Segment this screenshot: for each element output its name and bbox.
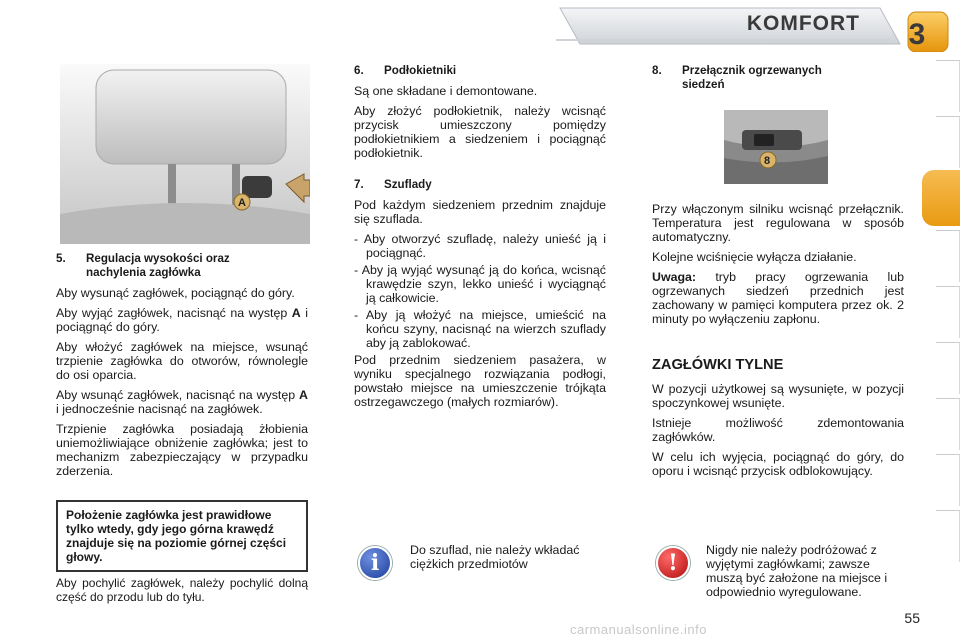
paragraph: Aby wysunąć zagłówek, pociągnąć do góry. bbox=[56, 286, 295, 300]
side-tab[interactable] bbox=[936, 398, 960, 450]
photo-label-8: 8 bbox=[764, 155, 771, 167]
section-title-line: nachylenia zagłówka bbox=[86, 266, 201, 279]
text: Aby wyjąć zagłówek, nacisnąć na występ bbox=[56, 306, 292, 320]
column-heated-seats bbox=[652, 64, 904, 98]
section-number: 7. bbox=[354, 178, 364, 191]
info-icon: i bbox=[358, 546, 392, 580]
paragraph: Pod przednim siedzeniem pasażera, w wyniku specjalnego rozwiązania podłogi, powstało miejsce na umieszczenie trójkąta ostrzegawczego (małych rozmiarów). bbox=[354, 353, 606, 409]
chapter-side-tabs bbox=[926, 60, 960, 620]
paragraph bbox=[56, 388, 308, 416]
section-title-line: Regulacja wysokości oraz bbox=[86, 252, 230, 265]
side-tab[interactable] bbox=[936, 342, 960, 394]
paragraph: Pod każdym siedzeniem przednim znajduje się szuflada. bbox=[354, 198, 606, 226]
text: i pociągnąć do góry. bbox=[56, 306, 308, 334]
section-heading-7 bbox=[354, 178, 606, 192]
page-number: 55 bbox=[904, 610, 920, 626]
page-header bbox=[0, 0, 960, 50]
section-title-line: siedzeń bbox=[682, 78, 725, 91]
column-heated-seats-body bbox=[652, 202, 904, 332]
paragraph: W celu ich wyjęcia, pociągnąć do góry, do oporu i wcisnąć przycisk odblokowujący. bbox=[652, 450, 904, 478]
section-title: Podłokietniki bbox=[384, 64, 457, 77]
section-title-line: Przełącznik ogrzewanych bbox=[682, 64, 822, 77]
side-tab[interactable] bbox=[936, 116, 960, 168]
text: tryb pracy ogrzewania lub ogrzewanych siedzeń przednich jest zachowany w pamięci komputera przez ok. 2 minuty po wyłączeniu zapłonu. bbox=[652, 270, 904, 326]
section-title: Szuflady bbox=[384, 178, 432, 191]
headrest-position-box: Położenie zagłówka jest prawidłowe tylko wtedy, gdy jego górna krawędź znajduje się na poziomie górnej części głowy. bbox=[56, 500, 308, 572]
column-headrest-after bbox=[56, 576, 308, 610]
paragraph: Przy włączonym silniku wcisnąć przełącznik. Temperatura jest regulowana w sposób automatyczny. bbox=[652, 202, 904, 244]
list-item: - Aby ją wyjąć wysunąć ją do końca, wcisnąć krawędzie szyn, lekko unieść i wyciągnąć ją całkowicie. bbox=[354, 263, 606, 305]
text: Aby wsunąć zagłówek, nacisnąć na występ bbox=[56, 388, 300, 402]
headrest-photo bbox=[60, 64, 310, 244]
list-item: - Aby otworzyć szufladę, należy unieść ją i pociągnąć. bbox=[354, 232, 606, 260]
column-armrests-drawers bbox=[354, 64, 606, 415]
text: i jednocześnie nacisnąć na zagłówek. bbox=[56, 402, 263, 416]
section-number: 8. bbox=[652, 64, 662, 77]
side-tab[interactable] bbox=[936, 230, 960, 282]
section-heading-6 bbox=[354, 64, 606, 78]
section-title bbox=[86, 252, 308, 280]
heated-seat-switch-photo bbox=[724, 110, 828, 184]
paragraph bbox=[652, 270, 904, 326]
side-tab[interactable] bbox=[936, 286, 960, 338]
photo-label-a: A bbox=[238, 197, 246, 209]
warning-icon: ! bbox=[656, 546, 690, 580]
section-number: 5. bbox=[56, 252, 66, 265]
text-bold: A bbox=[299, 388, 308, 402]
paragraph: Kolejne wciśnięcie wyłącza działanie. bbox=[652, 250, 857, 264]
section-heading-rear-headrests: ZAGŁÓWKI TYLNE bbox=[652, 357, 784, 373]
paragraph: Aby złożyć podłokietnik, należy wcisnąć przycisk umieszczony pomiędzy podłokietnikiem a siedzeniem i pociągnąć podłokietnik. bbox=[354, 104, 606, 160]
headrest-warning-note: Nigdy nie należy podróżować z wyjętymi zagłówkami; zawsze muszą być założone na miejsce i odpowiednio wyregulowane. bbox=[706, 543, 888, 599]
section-title bbox=[682, 64, 904, 92]
paragraph: Istnieje możliwość zdemontowania zagłówków. bbox=[652, 416, 904, 444]
watermark: carmanualsonline.info bbox=[570, 622, 707, 637]
paragraph: Są one składane i demontowane. bbox=[354, 84, 538, 98]
column-rear-headrests bbox=[652, 358, 904, 484]
paragraph: Aby pochylić zagłówek, należy pochylić dolną część do przodu lub do tyłu. bbox=[56, 576, 308, 604]
section-heading-8 bbox=[652, 64, 904, 92]
section-heading-5 bbox=[56, 252, 308, 280]
list-item: - Aby ją włożyć na miejsce, umieścić na końcu szyny, nacisnąć na wierzch szuflady aby ją zablokować. bbox=[354, 308, 606, 350]
paragraph: Trzpienie zagłówka posiadają żłobienia uniemożliwiające obniżenie zagłówka; jest to mechanizm zabezpieczający w przypadku zderzenia. bbox=[56, 422, 308, 478]
paragraph: W pozycji użytkowej są wysunięte, w pozycji spoczynkowej wsunięte. bbox=[652, 382, 904, 410]
side-tab-active[interactable] bbox=[922, 170, 960, 226]
column-headrest bbox=[56, 252, 308, 484]
chapter-title: KOMFORT bbox=[746, 12, 860, 35]
text-bold: Uwaga: bbox=[652, 270, 697, 284]
section-number: 6. bbox=[354, 64, 364, 77]
side-tab[interactable] bbox=[936, 510, 960, 562]
paragraph bbox=[56, 306, 308, 334]
text-bold: A bbox=[291, 306, 301, 320]
chapter-number: 3 bbox=[908, 18, 926, 51]
side-tab[interactable] bbox=[936, 454, 960, 506]
side-tab[interactable] bbox=[936, 60, 960, 112]
drawer-note: Do szuflad, nie należy wkładać ciężkich przedmiotów bbox=[410, 543, 580, 571]
paragraph: Aby włożyć zagłówek na miejsce, wsunąć trzpienie zagłówka do otworów, równolegle do osi oparcia. bbox=[56, 340, 308, 382]
